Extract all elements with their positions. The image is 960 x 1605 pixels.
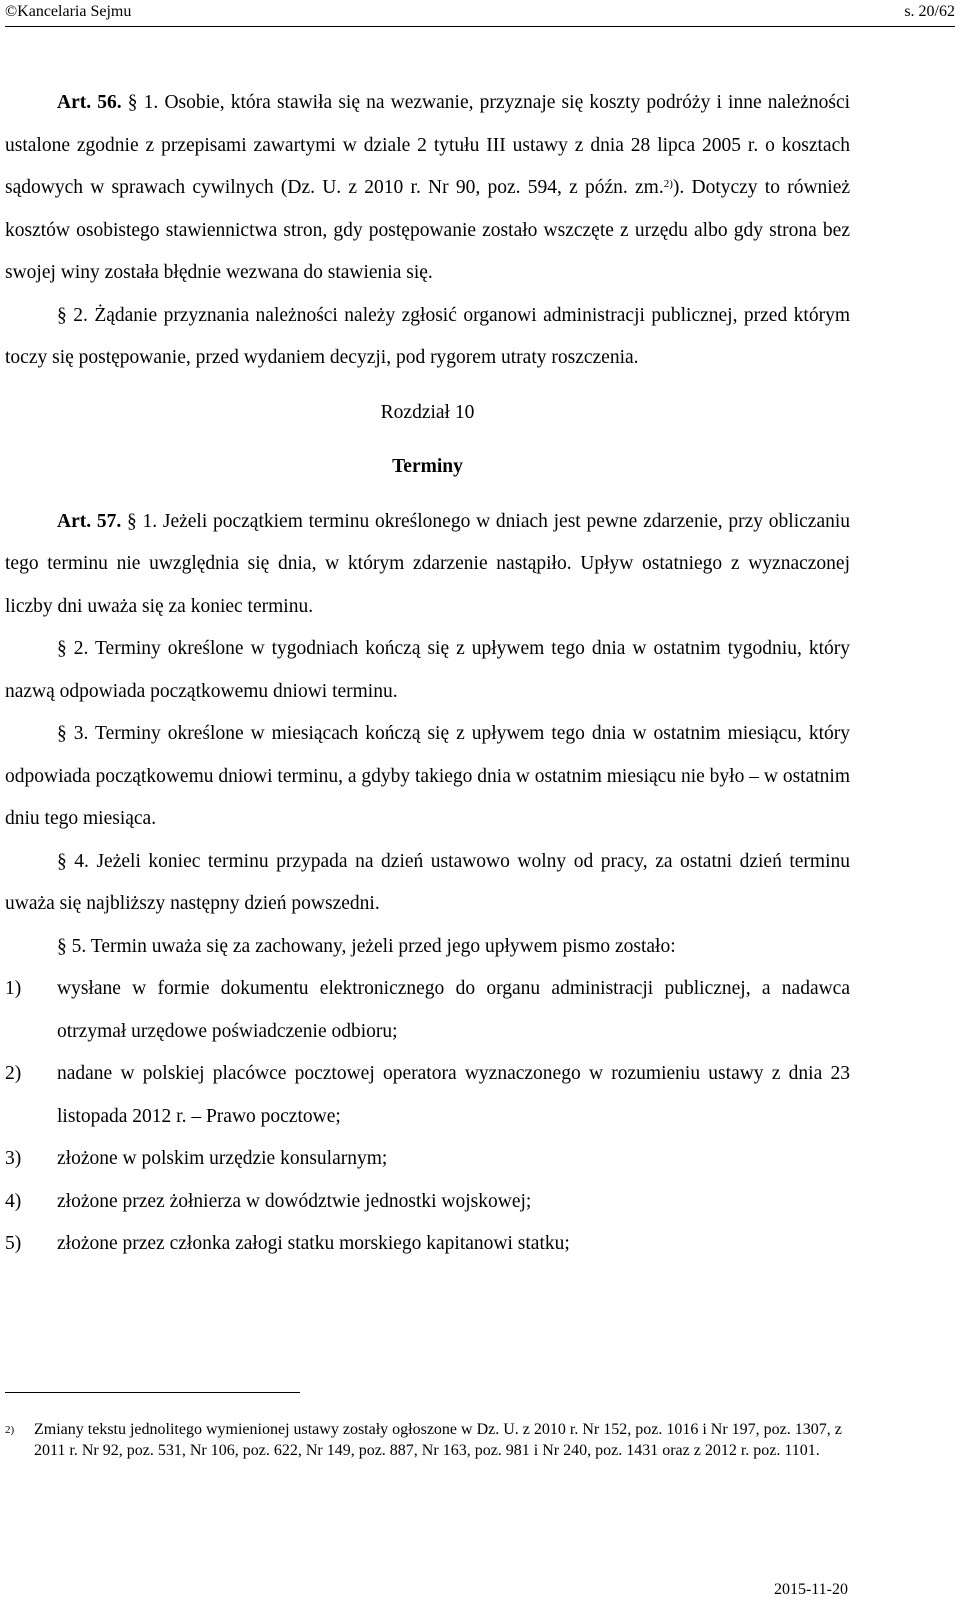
footnote-divider (5, 1392, 300, 1393)
art56-par2-number: § 2. (57, 304, 88, 326)
art56-par1 (5, 82, 850, 295)
list-item-text: nadane w polskiej placówce pocztowej operatora wyznaczonego w rozumieniu ustawy z dnia 23 listopada 2012 r. – Prawo pocztowe; (57, 1063, 850, 1127)
art56-par2 (5, 295, 850, 380)
art57-par5-number: § 5. (57, 935, 87, 957)
art56-par1-text-b: ). Dotyczy to również kosztów osobistego stawiennictwa stron, gdy postępowanie zostało wszczęte z urzędu albo gdy strona bez swojej winy została błędnie wezwana do stawienia się. (5, 177, 850, 283)
chapter-label: Rozdział 10 (380, 401, 475, 423)
art57-par4 (5, 841, 850, 926)
art57-number: Art. 57. (57, 510, 122, 532)
header-divider (5, 26, 955, 27)
art57-par4-text: Jeżeli koniec terminu przypada na dzień ustawowo wolny od pracy, za ostatni dzień terminu uważa się najbliższy następny dzień powszedni. (5, 850, 851, 914)
list-item (5, 968, 850, 1053)
art57-par2-text: Terminy określone w tygodniach kończą się z upływem tego dnia w ostatnim tygodniu, który nazwą odpowiada początkowemu dniowi terminu. (5, 638, 850, 702)
document-body (5, 82, 850, 1266)
list-item (5, 1053, 850, 1138)
footnote-marker: 2) (5, 1424, 15, 1436)
list-item-text: złożone przez członka załogi statku morskiego kapitanowi statku; (57, 1233, 570, 1254)
art57-par2-number: § 2. (57, 638, 89, 659)
footnote-text: Zmiany tekstu jednolitego wymienionej ustawy zostały ogłoszone w Dz. U. z 2010 r. Nr 152, poz. 1016 i Nr 197, poz. 1307, z 2011 r. Nr 92, poz. 531, Nr 106, poz. 622, Nr 149, poz. 887, Nr 163, poz. 981 i Nr 240, poz. 1431 oraz z 2012 r. poz. 1101. (34, 1421, 842, 1459)
art57-par1-text: Jeżeli początkiem terminu określonego w dniach jest pewne zdarzenie, przy obliczaniu tego terminu nie uwzględnia się dnia, w którym zdarzenie nastąpiło. Upływ ostatniego z wyznaczonej liczby dni uważa się za koniec terminu. (5, 510, 851, 617)
art57-par5 (5, 926, 850, 969)
list-item-text: wysłane w formie dokumentu elektronicznego do organu administracji publicznej, a nadawca otrzymał urzędowe poświadczenie odbioru; (57, 978, 850, 1042)
document-date: 2015-11-20 (773, 1581, 848, 1598)
art56-number: Art. 56. (57, 92, 122, 113)
list-item (5, 1138, 850, 1181)
list-item (5, 1181, 850, 1224)
list-item-number: 4) (5, 1190, 22, 1212)
art57-par5-text: Termin uważa się za zachowany, jeżeli przed jego upływem pismo zostało: (90, 935, 676, 957)
list-item-number: 3) (5, 1148, 22, 1169)
list-item (5, 1223, 850, 1266)
footnote (5, 1420, 850, 1461)
art56-par1-text-a: Osobie, która stawiła się na wezwanie, przyznaje się koszty podróży i inne należności ustalone zgodnie z przepisami zawartymi w dziale 2 tytułu III ustawy z dnia 28 lipca 2005 r. o kosztach sądowych w sprawach cywilnych (Dz. U. z 2010 r. Nr 90, poz. 594, z późn. zm. (5, 92, 851, 198)
art57-par4-number: § 4. (57, 850, 89, 872)
art57-par1-number: § 1. (126, 510, 158, 532)
art57-par1 (5, 501, 850, 629)
list-item-number: 5) (5, 1233, 22, 1254)
list-item-text: złożone w polskim urzędzie konsularnym; (57, 1148, 388, 1169)
art57-par2 (5, 628, 850, 713)
header-page-number: s. 20/62 (904, 3, 955, 20)
art57-par3-text: Terminy określone w miesiącach kończą się z upływem tego dnia w ostatnim miesiącu, który odpowiada początkowemu dniowi terminu, a gdyby takiego dnia w ostatnim miesiącu nie było – w ostatnim dniu tego miesiąca. (5, 723, 850, 829)
footnote-reference[interactable]: 2) (663, 178, 673, 190)
art57-par3-number: § 3. (57, 723, 89, 744)
list-item-number: 2) (5, 1063, 22, 1084)
art56-par1-number: § 1. (127, 92, 159, 113)
list-item-text: złożone przez żołnierza w dowództwie jednostki wojskowej; (57, 1190, 532, 1212)
list-item-number: 1) (5, 978, 22, 999)
art56-par2-text: Żądanie przyznania należności należy zgłosić organowi administracji publicznej, przed którym toczy się postępowanie, przed wydaniem decyzji, pod rygorem utraty roszczenia. (5, 304, 851, 368)
header-source: ©Kancelaria Sejmu (5, 3, 132, 20)
art57-par3 (5, 713, 850, 841)
chapter-title: Terminy (392, 456, 463, 477)
